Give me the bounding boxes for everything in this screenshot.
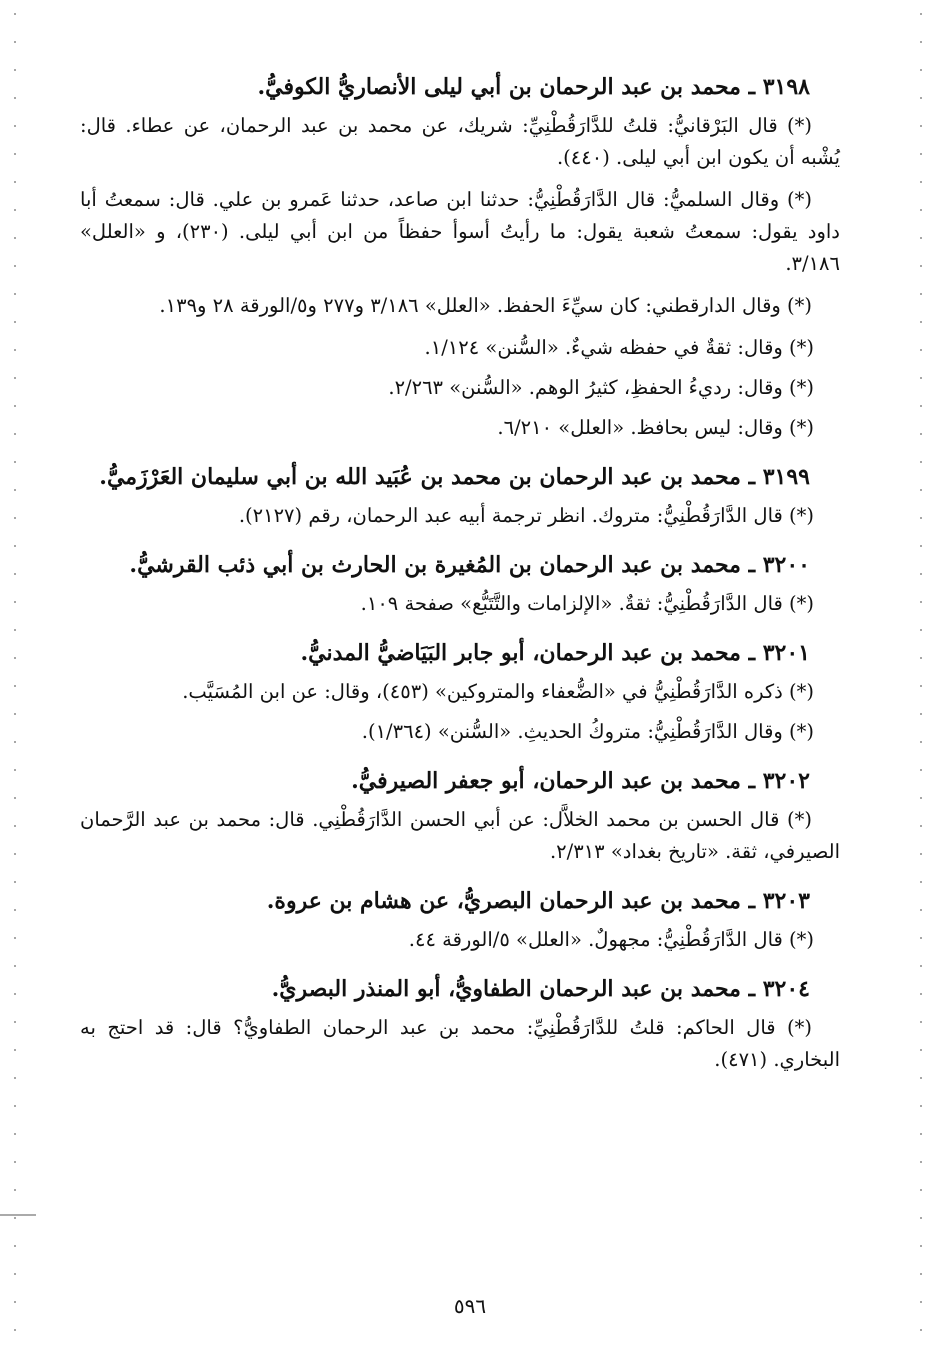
entry-3198 — [80, 70, 840, 444]
entry-paragraph: (*) وقال السلميُّ: قال الدَّارَقُطْنِيُّ: حدثنا ابن صاعد، حدثنا عَمرو بن علي. قال: سمعتُ أبا داود يقول: سمعتُ شعبة يقول: ما رأيتُ أسوأ حفظاً من ابن أبي ليلى. (٢٣٠)، و «العلل» ٣/١٨٦. — [80, 188, 840, 275]
entry-heading: ٣٢٠١ ـ محمد بن عبد الرحمان، أبو جابر البَيَاضيُّ المدنيُّ. — [300, 640, 810, 666]
entry-paragraph: (*) قال البَرْقانيُّ: قلتُ للدَّارَقُطْنِيِّ: شريك، عن محمد بن عبد الرحمان، عن عطاء. قال: يُشْبه أن يكون ابن أبي ليلى. (٤٤٠). — [80, 114, 840, 169]
entry-heading: ٣٢٠٤ ـ محمد بن عبد الرحمان الطفاويُّ، أبو المنذر البصريُّ. — [271, 976, 810, 1002]
entry-paragraph: (*) وقال الدارقطني: كان سيِّءَ الحفظ. «العلل» ٣/١٨٦ و٢٧٧ و٥/الورقة ٢٨ و١٣٩. — [159, 294, 812, 317]
entry-3200 — [80, 548, 840, 620]
entry-3201 — [80, 636, 840, 748]
left-margin-dots — [14, 0, 16, 1357]
right-margin-dots — [920, 0, 922, 1357]
entry-paragraph: (*) قال الحاكم: قلتُ للدَّارَقُطْنِيِّ: محمد بن عبد الرحمان الطفاويُّ؟ قال: قد احتج به البخاري. (٤٧١). — [80, 1016, 840, 1071]
entry-paragraph: (*) قال الحسن بن محمد الخلاَّل: عن أبي الحسن الدَّارَقُطْنِي. قال: محمد بن عبد الرَّحمان الصيرفي، ثقة. «تاريخ بغداد» ٢/٣١٣. — [80, 808, 840, 863]
entry-heading: ٣١٩٩ ـ محمد بن عبد الرحمان بن محمد بن عُبَيد الله بن أبي سليمان العَرْزَميُّ. — [99, 464, 810, 490]
entry-paragraph: (*) وقال: رديءُ الحفظِ، كثيرُ الوهم. «السُّنن» ٢/٢٦٣. — [388, 376, 814, 399]
entry-paragraph: (*) ذكره الدَّارَقُطْنِيُّ في «الضُّعفاء والمتروكين» (٤٥٣)، وقال: عن ابن المُسَيَّب. — [182, 680, 814, 703]
entry-paragraph: (*) وقال: ليس بحافظ. «العلل» ٦/٢١٠. — [497, 416, 814, 439]
entry-3204 — [80, 972, 840, 1076]
entry-heading: ٣٢٠٢ ـ محمد بن عبد الرحمان، أبو جعفر الصيرفيُّ. — [351, 768, 810, 794]
entry-heading: ٣٢٠٣ ـ محمد بن عبد الرحمان البصريُّ، عن هشام بن عروة. — [266, 888, 810, 914]
entry-paragraph: (*) قال الدَّارَقُطْنِيُّ: مجهولٌ. «العلل» ٥/الورقة ٤٤. — [408, 928, 814, 951]
entry-3199 — [80, 460, 840, 532]
entry-3202 — [80, 764, 840, 868]
entry-heading: ٣٢٠٠ ـ محمد بن عبد الرحمان بن المُغيرة بن الحارث بن أبي ذئب القرشيُّ. — [129, 552, 810, 578]
entry-paragraph: (*) وقال الدَّارَقُطْنِيُّ: متروكُ الحديثِ. «السُّنن» (١/٣٦٤). — [361, 720, 814, 743]
page-body — [80, 70, 840, 1092]
entry-paragraph: (*) قال الدَّارَقُطْنِيُّ: متروك. انظر ترجمة أبيه عبد الرحمان، رقم (٢١٢٧). — [238, 504, 814, 527]
entry-3203 — [80, 884, 840, 956]
entry-paragraph: (*) قال الدَّارَقُطْنِيُّ: ثقةٌ. «الإلزامات والتَّتَبُّع» صفحة ١٠٩. — [360, 592, 814, 615]
edge-mark — [0, 1214, 36, 1216]
entry-heading: ٣١٩٨ ـ محمد بن عبد الرحمان بن أبي ليلى الأنصاريُّ الكوفيُّ. — [257, 74, 810, 100]
entry-paragraph: (*) وقال: ثقةٌ في حفظه شيءٌ. «السُّنن» ١/١٢٤. — [424, 336, 814, 359]
page-number: ٥٩٦ — [453, 1294, 487, 1318]
